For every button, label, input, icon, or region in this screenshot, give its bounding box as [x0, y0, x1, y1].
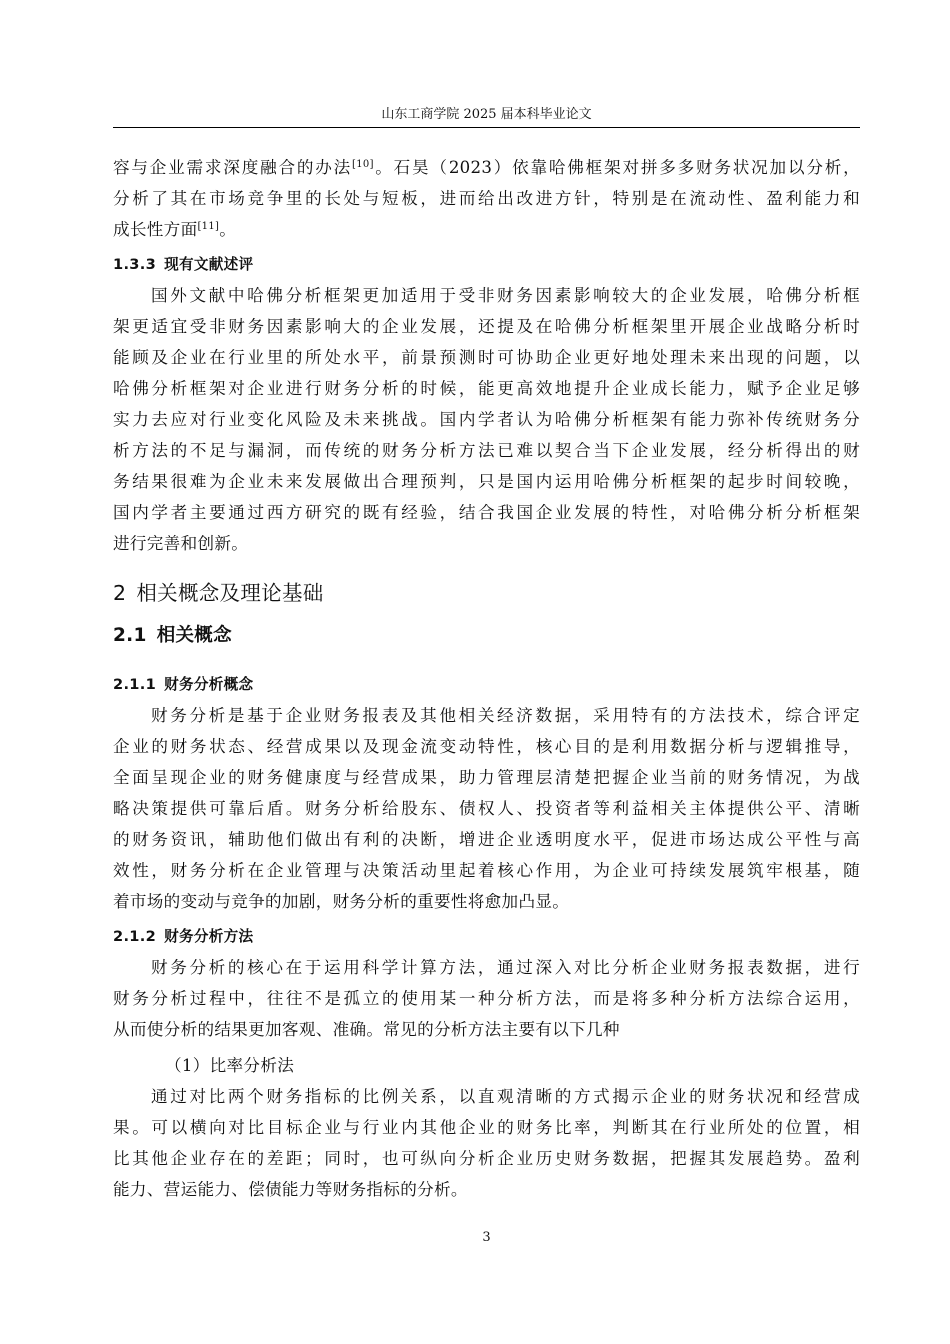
- text-run: 容与企业需求深度融合的办法: [113, 158, 353, 177]
- paragraph-line: 架更适宜受非财务因素影响大的企业发展，还提及在哈佛分析框架里开展企业战略分析时: [113, 317, 860, 336]
- paragraph-line: 通过对比两个财务指标的比例关系，以直观清晰的方式揭示企业的财务状况和经营成: [151, 1087, 860, 1106]
- paragraph-line: 哈佛分析框架对企业进行财务分析的时候，能更高效地提升企业成长能力，赋予企业足够: [113, 379, 860, 398]
- paragraph-line: 着市场的变动与竞争的加剧，财务分析的重要性将愈加凸显。: [113, 892, 570, 911]
- citation: [11]: [197, 221, 220, 232]
- paragraph-line: 财务分析是基于企业财务报表及其他相关经济数据，采用特有的方法技术，综合评定: [151, 706, 860, 725]
- paragraph-line: 析方法的不足与漏洞，而传统的财务分析方法已难以契合当下企业发展，经分析得出的财: [113, 441, 860, 460]
- section-number: 2.1.1: [113, 676, 157, 693]
- section-title: 现有文献述评: [164, 256, 254, 273]
- paragraph-line: 能力、营运能力、偿债能力等财务指标的分析。: [113, 1180, 468, 1199]
- section-number: 1.3.3: [113, 256, 157, 273]
- paragraph-line: 分析了其在市场竞争里的长处与短板，进而给出改进方针，特别是在流动性、盈利能力和: [113, 189, 860, 208]
- paragraph-line: [113, 219, 860, 241]
- paragraph-line: 国外文献中哈佛分析框架更加适用于受非财务因素影响较大的企业发展，哈佛分析框: [151, 286, 860, 305]
- list-item-ratio-analysis: （1）比率分析法: [165, 1056, 295, 1075]
- chapter-number: 2: [113, 581, 127, 605]
- paragraph-line: [113, 157, 860, 179]
- chapter-heading-2: [113, 580, 860, 606]
- paragraph-line: 实力去应对行业变化风险及未来挑战。国内学者认为哈佛分析框架有能力弥补传统财务分: [113, 410, 860, 429]
- text-run: 。: [219, 220, 237, 239]
- section-heading-1-3-3: [113, 254, 860, 276]
- chapter-title: 相关概念及理论基础: [136, 581, 324, 605]
- section-heading-2-1-2: [113, 926, 860, 948]
- section-title: 相关概念: [156, 625, 232, 646]
- citation: [10]: [352, 159, 374, 170]
- paragraph-line: 略决策提供可靠后盾。财务分析给股东、债权人、投资者等利益相关主体提供公平、清晰: [113, 799, 860, 818]
- section-title: 财务分析概念: [164, 676, 254, 693]
- paragraph-line: 财务分析过程中，往往不是孤立的使用某一种分析方法，而是将多种分析方法综合运用，: [113, 989, 860, 1008]
- section-heading-2-1-1: [113, 674, 860, 696]
- text-run: 。石昊（2023）依靠哈佛框架对拼多多财务状况加以分析，: [373, 158, 860, 177]
- paragraph-line: 比其他企业存在的差距；同时，也可纵向分析企业历史财务数据，把握其发展趋势。盈利: [113, 1149, 860, 1168]
- paragraph-line: 进行完善和创新。: [113, 534, 249, 553]
- section-heading-2-1: [113, 624, 860, 648]
- paragraph-line: 务结果很难为企业未来发展做出合理预判，只是国内运用哈佛分析框架的起步时间较晚，: [113, 472, 860, 491]
- text-run: 成长性方面: [113, 220, 198, 239]
- page-number: 3: [482, 1230, 491, 1245]
- section-number: 2.1.2: [113, 928, 157, 945]
- paragraph-line: 企业的财务状态、经营成果以及现金流变动特性，核心目的是利用数据分析与逻辑推导，: [113, 737, 860, 756]
- section-title: 财务分析方法: [164, 928, 254, 945]
- running-head: 山东工商学院 2025 届本科毕业论文: [381, 107, 592, 122]
- paragraph-line: 的财务资讯，辅助他们做出有利的决断，增进企业透明度水平，促进市场达成公平性与高: [113, 830, 860, 849]
- paragraph-line: 财务分析的核心在于运用科学计算方法，通过深入对比分析企业财务报表数据，进行: [151, 958, 860, 977]
- paragraph-line: 从而使分析的结果更加客观、准确。常见的分析方法主要有以下几种: [113, 1020, 620, 1039]
- section-number: 2.1: [113, 625, 147, 646]
- paragraph-line: 全面呈现企业的财务健康度与经营成果，助力管理层清楚把握企业当前的财务情况，为战: [113, 768, 860, 787]
- paragraph-line: 国内学者主要通过西方研究的既有经验，结合我国企业发展的特性，对哈佛分析分析框架: [113, 503, 860, 522]
- paragraph-line: 能顾及企业在行业里的所处水平，前景预测时可协助企业更好地处理未来出现的问题，以: [113, 348, 860, 367]
- header-rule: [113, 127, 860, 128]
- paragraph-line: 果。可以横向对比目标企业与行业内其他企业的财务比率，判断其在行业所处的位置，相: [113, 1118, 860, 1137]
- paragraph-line: 效性，财务分析在企业管理与决策活动里起着核心作用，为企业可持续发展筑牢根基，随: [113, 861, 860, 880]
